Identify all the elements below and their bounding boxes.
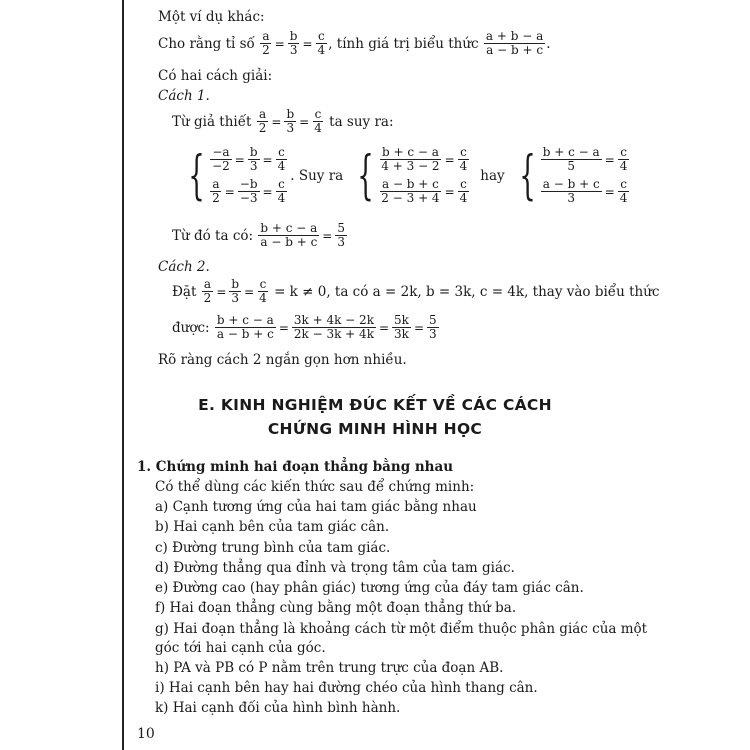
list-item: góc tới hai cạnh của góc. <box>155 640 326 656</box>
list-item: k) Hai cạnh đối của hình bình hành. <box>155 700 401 716</box>
part1-intro: Có thể dùng các kiến thức sau để chứng minh: <box>155 479 475 495</box>
cach1-result: Từ đó ta có: $\frac{b + c - a}{a - b + c}$ = $\frac{5}{3}$ <box>172 221 345 249</box>
section-e-title-line2: CHỨNG MINH HÌNH HỌC <box>267 420 483 438</box>
fraction: $\frac{b}{3}$ <box>289 29 298 57</box>
list-item: b) Hai cạnh bên của tam giác cân. <box>155 519 390 535</box>
fraction: $\frac{a}{2}$ <box>262 29 270 57</box>
page-number: 10 <box>137 726 155 742</box>
two-ways-line: Có hai cách giải: <box>158 68 273 84</box>
list-item: g) Hai đoạn thẳng là khoảng cách từ một điểm thuộc phân giác của một <box>155 621 648 637</box>
section-e-title-line1: E. KINH NGHIỆM ĐÚC KẾT VỀ CÁC CÁCH <box>198 396 552 414</box>
list-item: a) Cạnh tương ứng của hai tam giác bằng nhau <box>155 499 477 515</box>
cach1-from-line: Từ giả thiết $\frac{a}{2}$ = $\frac{b}{3}$ = $\frac{c}{4}$ ta suy ra: <box>172 107 394 135</box>
cach2-chain: được: $\frac{b + c - a}{a - b + c}$ = $\frac{3k + 4k - 2k}{2k - 3k + 4k}$ = $\frac{5k}{3k}$ = $\frac{5}{3}$ <box>172 313 437 341</box>
part1-heading: 1. Chứng minh hai đoạn thẳng bằng nhau <box>137 459 454 475</box>
cach2-conclusion: Rõ ràng cách 2 ngắn gọn hơn nhiều. <box>158 352 407 368</box>
cach2-title: Cách 2. <box>158 259 210 275</box>
cach1-title: Cách 1. <box>158 88 210 104</box>
fraction: $\frac{c}{4}$ <box>314 107 322 135</box>
list-item: c) Đường trung bình của tam giác. <box>155 540 391 556</box>
given-line: Cho rằng tỉ số $\frac{a}{2}$ = $\frac{b}{3}$ = $\frac{c}{4}$ , tính giá trị biểu thức $\frac{a + b - a}{a - b + c}$ . <box>158 29 551 57</box>
intro-line: Một ví dụ khác: <box>158 9 265 25</box>
list-item: d) Đường thẳng qua đỉnh và trọng tâm của tam giác. <box>155 560 515 576</box>
fraction: $\frac{b}{3}$ <box>286 107 295 135</box>
fraction: $\frac{c}{4}$ <box>317 29 326 57</box>
list-item: i) Hai cạnh bên hay hai đường chéo của hình thang cân. <box>155 680 538 696</box>
system-1: { $\frac{-a}{-2}$ = $\frac{b}{3}$ = $\frac{c}{4}$ $\frac{a}{2}$ = $\frac{-b}{-3}$ = $\frac{c}{4}$ <box>188 145 286 206</box>
system-2: { $\frac{b + c - a}{4 + 3 - 2}$ = $\frac{c}{4}$ $\frac{a - b + c}{2 - 3 + 4}$ = $\frac{c}{4}$ <box>357 145 468 206</box>
target-fraction: $\frac{a + b - a}{a - b + c}$ <box>485 29 544 57</box>
cach2-set-line: Đặt $\frac{a}{2}$ = $\frac{b}{3}$ = $\frac{c}{4}$ = k ≠ 0, ta có a = 2k, b = 3k, c = 4k, thay vào biểu thức <box>172 277 660 305</box>
fraction: $\frac{a}{2}$ <box>258 107 267 135</box>
list-item: f) Hai đoạn thẳng cùng bằng một đoạn thẳng thứ ba. <box>155 600 517 616</box>
list-item: h) PA và PB có P nằm trên trung trực của đoạn AB. <box>155 660 504 676</box>
system-derivation: { $\frac{-a}{-2}$ = $\frac{b}{3}$ = $\frac{c}{4}$ $\frac{a}{2}$ = $\frac{-b}{-3}$ = $\frac{c}{4}$ . Suy ra { $\frac{b + c - a}{4 + 3 - 2}$ = $\frac{c}{4}$ $\frac{a - b + c}{2 - 3 + 4}$ = $\frac{c}{4}$ hay { $\frac{b + c - a}{5}$ = $\frac{c}{4}$ $\frac{a - b + c}{3}$ = $\frac{c}{4}$ <box>180 146 630 205</box>
page-margin-line <box>122 0 124 750</box>
system-3: { $\frac{b + c - a}{5}$ = $\frac{c}{4}$ $\frac{a - b + c}{3}$ = $\frac{c}{4}$ <box>518 145 628 206</box>
list-item: e) Đường cao (hay phân giác) tương ứng của đáy tam giác cân. <box>155 580 584 596</box>
